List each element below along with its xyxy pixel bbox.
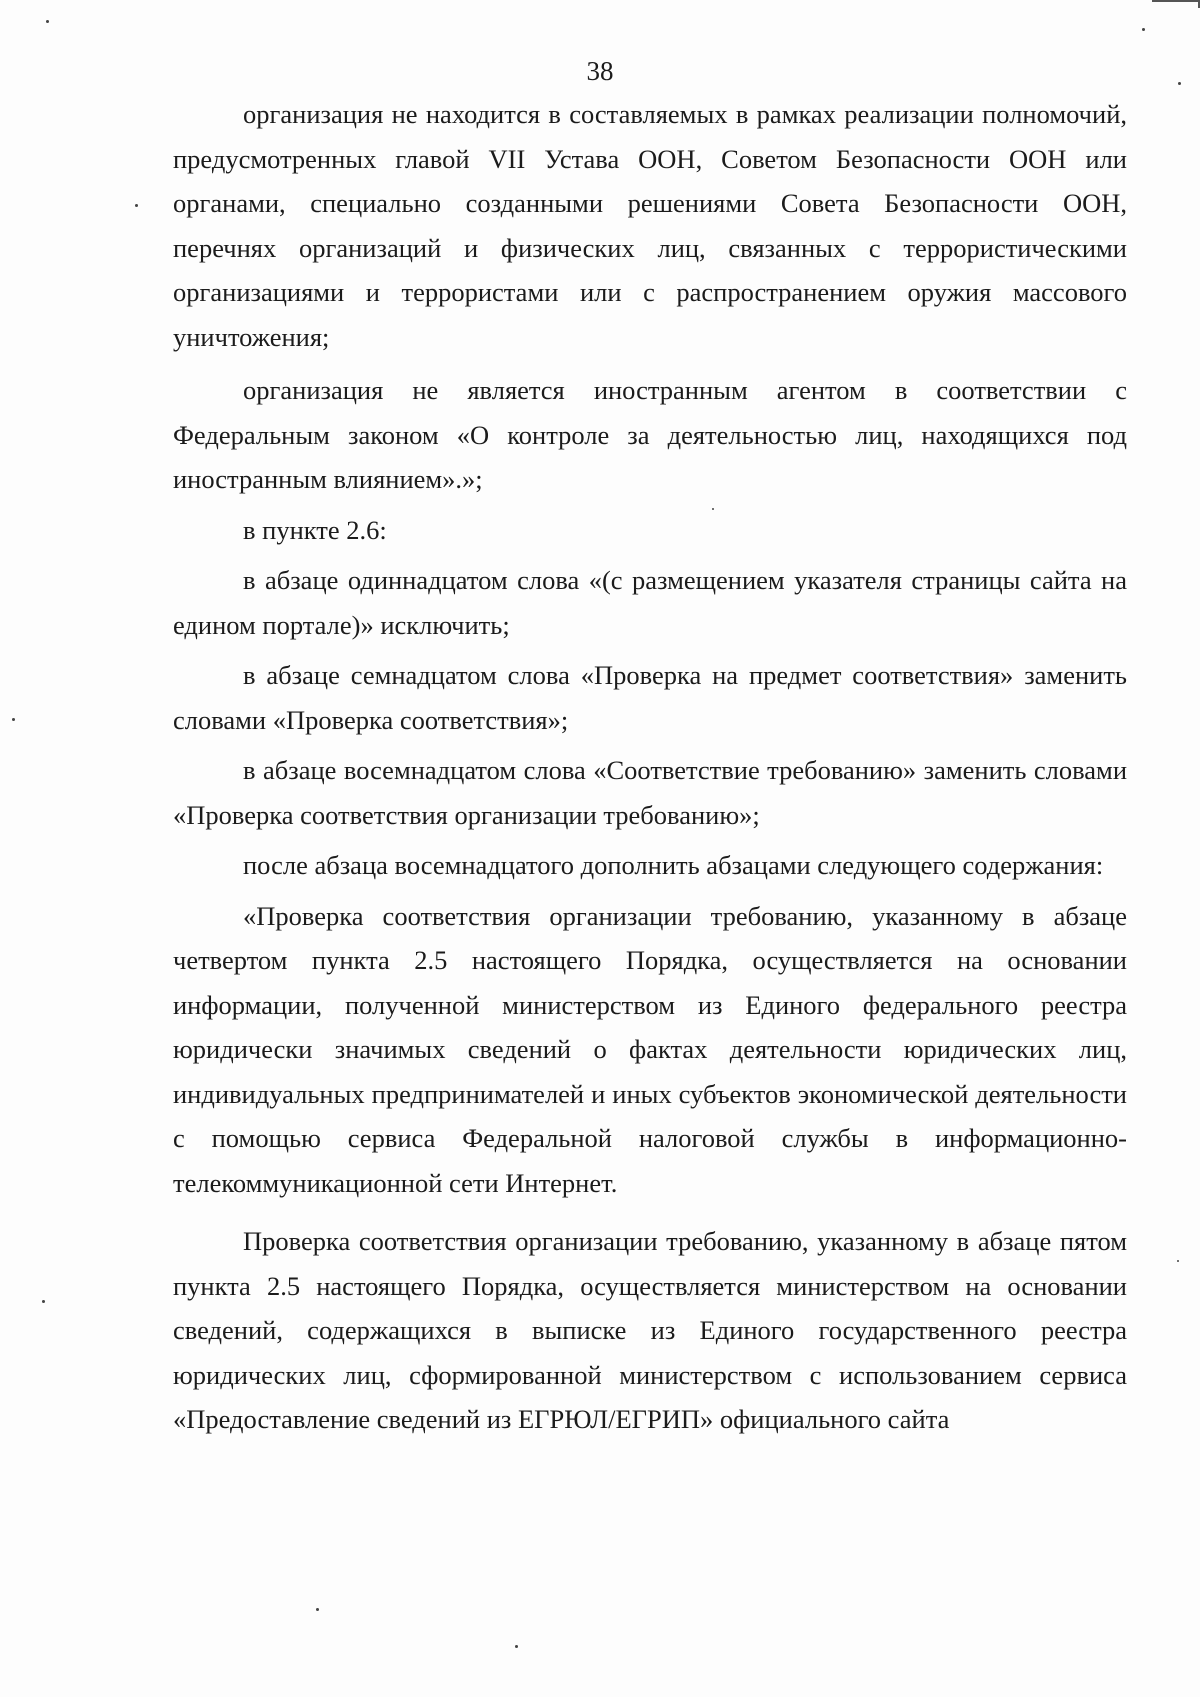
paragraph-un-lists: организация не находится в составляемых в рамках реализации полномочий, предусмотренных главой VII Устава ООН, Советом Безопасности ООН или органами, специально созданными решениями Совета Безопасности ООН, перечнях организаций и физических лиц, связанных с террористическими организациями и террористами или с распространением оружия массового уничтожения; [173,99,1127,352]
scan-speck [515,1645,518,1648]
scan-speck [316,1608,319,1611]
paragraph-check-abzac-5: Проверка соответствия организации требованию, указанному в абзаце пятом пункта 2.5 настоящего Порядка, осуществляется министерством на основании сведений, содержащихся в выписке из Единого государственного реестра юридических лиц, сформированной министерством с использованием сервиса «Предоставление сведений из ЕГРЮЛ/ЕГРИП» официального сайта [173,1226,1127,1434]
scan-speck [712,508,714,510]
paragraph-point-2-6: в пункте 2.6: [243,514,387,545]
document-body [173,92,1127,1442]
scan-speck [46,20,49,23]
scan-speck [1178,82,1181,85]
scan-speck [1142,28,1145,31]
scan-speck [42,1300,45,1303]
paragraph-after-abzac-18: после абзаца восемнадцатого дополнить абзацами следующего содержания: [243,850,1104,880]
scan-speck [135,204,138,207]
scan-speck [1177,1260,1179,1262]
paragraph-foreign-agent: организация не является иностранным агентом в соответствии с Федеральным законом «О контроле за деятельностью лиц, находящихся под иностранным влиянием».»; [173,375,1127,494]
paragraph-abzac-11: в абзаце одиннадцатом слова «(с размещением указателя страницы сайта на едином портале)» исключить; [173,565,1127,640]
scan-edge-mark [1152,0,1200,8]
paragraph-abzac-17: в абзаце семнадцатом слова «Проверка на предмет соответствия» заменить словами «Проверка соответствия»; [173,660,1127,735]
scan-speck [12,718,15,721]
paragraph-abzac-18: в абзаце восемнадцатом слова «Соответствие требованию» заменить словами «Проверка соответствия организации требованию»; [173,755,1127,830]
paragraph-check-abzac-4: «Проверка соответствия организации требованию, указанному в абзаце четвертом пункта 2.5 настоящего Порядка, осуществляется на основании информации, полученной министерством из Единого федерального реестра юридически значимых сведений о фактах деятельности юридических лиц, индивидуальных предпринимателей и иных субъектов экономической деятельности с помощью сервиса Федеральной налоговой службы в информационно-телекоммуникационной сети Интернет. [173,900,1127,1198]
page-number: 38 [586,56,614,86]
